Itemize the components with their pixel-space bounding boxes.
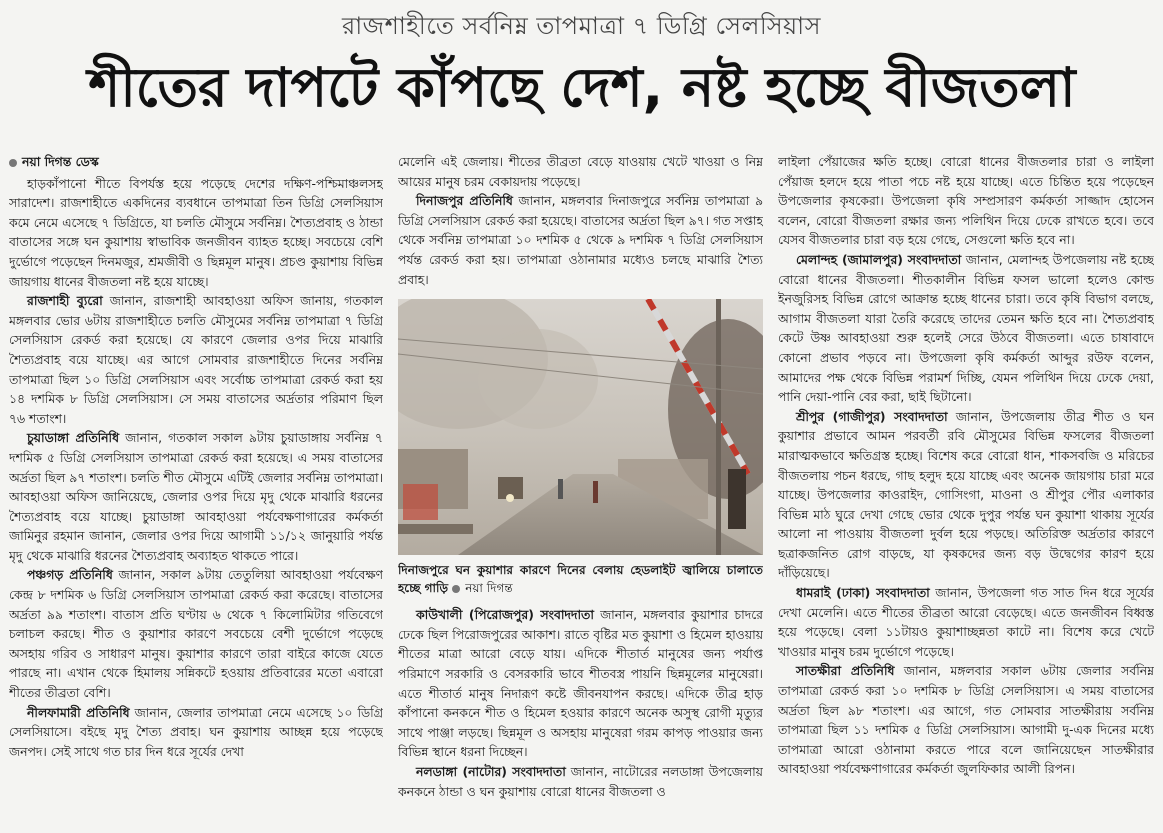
column-2	[398, 152, 763, 832]
dateline: দিনাজপুর প্রতিনিধি	[416, 193, 513, 209]
col3-paras	[778, 152, 1154, 779]
dateline: কাউখালী (পিরোজপুর) সংবাদদাতা	[416, 607, 594, 623]
paragraph-text: জানান, সকাল ৯টায় তেতুলিয়া আবহাওয়া পর্যবেক্ষণ কেন্দ্র ৮ দশমিক ৬ ডিগ্রি সেলসিয়াস তাপমাত্রা রেকর্ড করা করেছে। বাতাসের অর্দ্রতা ৯৯ শতাংশ। বাতাস প্রতি ঘণ্টায় ৬ থেকে ৭ কিলোমিটার গতিবেগে চলাচল করছে। শীত ও কুয়াশার কারণে সবচেয়ে বেশী দুর্ভোগে পড়েছে অসহায় গরিব ও সাধারণ মানুষ। কুয়াশার কারণে তারা বাইরে কাজে যেতে পারছে না। এখান থেকে হিমালয় সন্নিকটে হওয়ায় প্রতিবারের মতো এবারো শীতের তীব্রতা বেশি।	[9, 567, 383, 701]
col2-bottom-paras	[398, 605, 763, 801]
paragraph-text: হাড়কাঁপানো শীতে বিপর্যস্ত হয়ে পড়েছে দেশের দক্ষিণ-পশ্চিমাঞ্চলসহ সারাদেশ। রাজশাহীতে একদিনের ব্যবধানে তাপমাত্রা তিন ডিগ্রি সেলসিয়াস কমে নেমে এসেছে ৭ ডিগ্রিতে, যা চলতি মৌসুমে সর্বনিম্ন। শৈত্যপ্রবাহ ও ঠান্ডা বাতাসের সঙ্গে ঘন কুয়াশায় স্বাভাবিক জনজীবন ব্যাহত হচ্ছে। সবচেয়ে বেশি দুর্ভোগে পড়েছেন দিনমজুর, শ্রমজীবী ও ছিন্নমূল মানুষ। প্রচণ্ড কুয়াশায় বিভিন্ন জায়গায় ধানের বীজতলা নষ্ট হয়ে যাচ্ছে।	[9, 175, 383, 289]
bullet-icon	[452, 585, 460, 593]
paragraph-text: জানান, গতকাল সকাল ৯টায় চুয়াডাঙ্গায় সর্বনিম্ন ৭ দশমিক ৫ ডিগ্রি সেলসিয়াস তাপমাত্রা রেকর্ড করা হয়েছে। এ সময় বাতাসের অর্দ্রতা ছিল ৯৭ শতাংশ। চলতি শীত মৌসুমে এটিই জেলার সর্বনিম্ন তাপমাত্রা। আবহাওয়া অফিস জানিয়েছে, জেলার ওপর দিয়ে মৃদু থেকে মাঝারি ধরনের শৈত্যপ্রবাহ বয়ে যাচ্ছে। চুয়াডাঙ্গা আবহাওয়া পর্যবেক্ষণাগারের কর্মকর্তা জামিনুর রহমান জানান, জেলার ওপর দিয়ে আগামী ১১/১২ জানুয়ারি পর্যন্ত মৃদু থেকে মাঝারি ধরনের শৈত্যপ্রবাহ অব্যাহত থাকতে পারে।	[9, 430, 383, 563]
dateline: নীলফামারী প্রতিনিধি	[27, 704, 130, 720]
dateline: পঞ্চগড় প্রতিনিধি	[27, 567, 113, 583]
paragraph-text: জানান, উপজেলায় তীব্র শীত ও ঘন কুয়াশার প্রভাবে আমন পরবর্তী রবি মৌসুমের বিভিন্ন ফসলের বীজতলা মারাত্মকভাবে ক্ষতিগ্রস্ত হচ্ছে। বিশেষ করে বোরো ধান, শাকসবজি ও মরিচের বীজতলায় পচন ধরছে, গাছ হলুদ হয়ে যাচ্ছে এবং অনেক জায়গায় চারা মরে যাচ্ছে। উপজেলার কাওরাইদ, গোসিংগা, মাওনা ও শ্রীপুর পৌর এলাকার বিভিন্ন মাঠ ঘুরে দেখা গেছে ভোর থেকে দুপুর পর্যন্ত ঘন কুয়াশা থাকায় সূর্যের আলো না পাওয়ায় বীজতলা দুর্বল হয়ে পড়ছে। অতিরিক্ত অর্দ্রতার কারণে ছত্রাকজনিত রোগ বাড়ছে, যা কৃষকদের জন্য বড় উদ্বেগের কারণ হয়ে দাঁড়িয়েছে।	[778, 408, 1154, 581]
paragraph-text: জানান, মেলান্দহ উপজেলায় নষ্ট হচ্ছে বোরো ধানের বীজতলা। শীতকালীন বিভিন্ন ফসল ভালো হলেও কোল্ড ইনজুরিসহ বিভিন্ন রোগে আক্রান্ত হচ্ছে ধানের চারা। তবে কৃষি বিভাগ বলছে, আগাম বীজতলা যারা তৈরি করেছে তাদের তেমন ক্ষতি হবে না। শৈত্যপ্রবাহ কেটে উষ্ণ আবহাওয়া শুরু হলেই সেরে উঠবে বীজতলা। এতে চাষাবাদে কোনো প্রভাব পড়বে না। উপজেলা কৃষি কর্মকর্তা আব্দুর রউফ বলেন, আমাদের পক্ষ থেকে বিভিন্ন পরামর্শ দিচ্ছি, যেমন পলিথিন দিয়ে ঢেকে দেয়া, পানি দেয়া-পানি বের করা, ছাই ছিটানো।	[778, 251, 1154, 405]
dateline: রাজশাহী ব্যুরো	[27, 293, 103, 309]
paragraph-text: জানান, নাটোরের নলডাঙ্গা উপজেলায় কনকনে ঠান্ডা ও ঘন কুয়াশায় বোরো ধানের বীজতলা ও	[398, 763, 763, 799]
column-3	[778, 152, 1154, 832]
paragraph	[778, 250, 1154, 407]
news-photo	[398, 299, 763, 555]
paragraph	[9, 428, 383, 565]
paragraph	[778, 152, 1154, 250]
paragraph	[398, 191, 763, 289]
paragraph	[398, 605, 763, 762]
column-1	[9, 152, 383, 832]
paragraph	[9, 703, 383, 762]
paragraph-text: মেলেনি এই জেলায়। শীতের তীব্রতা বেড়ে যাওয়ায় খেটে খাওয়া ও নিম্ন আয়ের মানুষ চরম বেকায়দায় পড়েছে।	[398, 154, 763, 189]
col2-top-paras	[398, 152, 763, 289]
paragraph	[9, 174, 383, 292]
photo-caption	[398, 561, 763, 597]
paragraph	[778, 583, 1154, 661]
paragraph-text: জানান, উপজেলা গত সাত দিন ধরে সূর্যের দেখা মেলেনি। এতে শীতের তীব্রতা আরো বেড়েছে। এতে জনজীবন বিধ্বস্ত হয়ে পড়েছে। বেলা ১১টায়ও কুয়াশাচ্ছন্নতা কাটে না। বিশেষ করে খেটে খাওয়ার মানুষ চরম দুর্ভোগে পড়েছে।	[778, 585, 1154, 659]
paragraph	[778, 407, 1154, 583]
headline: শীতের দাপটে কাঁপছে দেশ, নষ্ট হচ্ছে বীজতলা	[88, 56, 1076, 119]
paragraph	[398, 152, 763, 191]
photo-credit: নয়া দিগন্ত	[465, 581, 513, 596]
dateline: ধামরাই (ঢাকা) সংবাদদাতা	[796, 585, 930, 601]
paragraph	[778, 661, 1154, 779]
dateline: মেলান্দহ (জামালপুর) সংবাদদাতা	[796, 251, 962, 267]
paragraph-text: জানান, মঙ্গলবার দিনাজপুরে সর্বনিম্ন তাপমাত্রা ৯ ডিগ্রি সেলসিয়াস রেকর্ড করা হয়েছে। বাতাসের অর্দ্রতা ছিল ৯৭। গত সপ্তাহ থেকে সর্বনিম্ন তাপমাত্রা ১০ দশমিক ৫ থেকে ৯ দশমিক ৭ ডিগ্রি সেলসিয়াস পর্যন্ত রেকর্ড করা হয়। তাপমাত্রা ওঠানামার মধ্যেও চলছে মাঝারি শৈত্য প্রবাহ।	[398, 193, 763, 287]
fog-road-photo	[398, 299, 763, 555]
dateline: শ্রীপুর (গাজীপুর) সংবাদদাতা	[796, 408, 948, 424]
col1-paras	[9, 174, 383, 762]
paragraph-text: জানান, মঙ্গলবার সকাল ৬টায় জেলার সর্বনিম্ন তাপমাত্রা রেকর্ড করা ১০ দশমিক ৮ ডিগ্রি সেলসিয়াস। এ সময় বাতাসের অর্দ্রতা ছিল ৯৮ শতাংশ। এর আগে, গত সোমবার সাতক্ষীরায় সর্বনিম্ন তাপমাত্রা ছিল ১১ দশমিক ৫ ডিগ্রি সেলসিয়াস। আগামী দু-এক দিনের মধ্যে তাপমাত্রা আরো ওঠানামা করতে পারে বলে জানিয়েছেন সাতক্ষীরার আবহাওয়া পর্যবেক্ষণাগারের কর্মকর্তা জুলফিকার আলী রিপন।	[778, 663, 1154, 777]
bullet-icon	[9, 159, 17, 167]
paragraph-text: জানান, মঙ্গলবার কুয়াশার চাদরে ঢেকে ছিল পিরোজপুরের আকাশ। রাতে বৃষ্টির মত কুয়াশা ও হিমেল হাওয়ায় শীতের মাত্রা আরো বেড়ে যায়। এদিকে শীতার্ত মানুষের জন্য পর্যাপ্ত পরিমাণে সরকারি ও বেসরকারি ভাবে শীতবস্ত্র পায়নি ছিন্নমূলের মানুষেরা। এতে শীতার্ত মানুষ নিদারূণ কষ্টে জীবনযাপন করছে। এদিকে তীব্র হাড় কাঁপানো কনকনে শীত ও হিমেল হওয়ার কারণে অনেক অসুস্থ রোগী মৃত্যুর সাথে পাঞ্জা লড়ছে। ছিন্নমূল ও অসহায় মানুষেরা গরম কাপড় পাওয়ার জন্য বিভিন্ন স্থানে ধরনা দিচ্ছেন।	[398, 607, 763, 760]
paragraph	[9, 291, 383, 428]
paragraph-text: লাইলা পেঁয়াজের ক্ষতি হচ্ছে। বোরো ধানের বীজতলার চারা ও লাইলা পেঁয়াজ হলদে হয়ে পাতা পচে নষ্ট হয়ে যাচ্ছে। এতে চিন্তিত হয়ে পড়েছেন উপজেলার কৃষকেরা। উপজেলা কৃষি সম্প্রসারণ কর্মকর্তা সাজ্জাদ হোসেন বলেন, বোরো বীজতলা রক্ষার জন্য পলিথিন দিয়ে ঢেকে রাখতে হবে। তবে যেসব বীজতলার চারা বড় হয়ে গেছে, সেগুলো ক্ষতি হবে না।	[778, 154, 1154, 248]
dateline: নলডাঙ্গা (নাটোর) সংবাদদাতা	[416, 763, 566, 779]
paragraph	[398, 762, 763, 801]
dateline: সাতক্ষীরা প্রতিনিধি	[796, 663, 895, 679]
kicker: রাজশাহীতে সর্বনিম্ন তাপমাত্রা ৭ ডিগ্রি সেলসিয়াস	[342, 12, 821, 40]
photo-caption-text: দিনাজপুরে ঘন কুয়াশার কারণে দিনের বেলায় হেডলাইট জ্বালিয়ে চালাতে হচ্ছে গাড়ি	[398, 563, 763, 596]
paragraph	[9, 565, 383, 702]
dateline: চুয়াডাঙ্গা প্রতিনিধি	[27, 430, 120, 446]
desk-label: নয়া দিগন্ত ডেস্ক	[22, 154, 99, 169]
paragraph-text: জানান, জেলার তাপমাত্রা নেমে এসেছে ১০ ডিগ্রি সেলসিয়াসে। বইছে মৃদু শৈত্য প্রবাহ। ঘন কুয়াশায় আচ্ছন্ন হয়ে পড়েছে জনপদ। সেই সাথে গত চার দিন ধরে সূর্যের দেখা	[9, 704, 383, 759]
desk-byline	[9, 152, 383, 172]
paragraph-text: জানান, রাজশাহী আবহাওয়া অফিস জানায়, গতকাল মঙ্গলবার ভোর ৬টায় রাজশাহীতে চলতি মৌসুমের সর্বনিম্ন তাপমাত্রা ৭ ডিগ্রি সেলসিয়াস রেকর্ড করা হয়েছে। যে কারণে জেলার ওপর দিয়ে মাঝারি শৈত্যপ্রবাহ বয়ে যাচ্ছে। এর আগে সোমবার রাজশাহীতে দিনের সর্বনিম্ন তাপমাত্রা ছিল ১০ ডিগ্রি সেলসিয়াস এবং সর্বোচ্চ তাপমাত্রা রেকর্ড করা হয় ১৪ দশমিক ৮ ডিগ্রি সেলসিয়াস। সে সময় বাতাসের অর্দ্রতার পরিমাণ ছিল ৭৬ শতাংশ।	[9, 293, 383, 426]
